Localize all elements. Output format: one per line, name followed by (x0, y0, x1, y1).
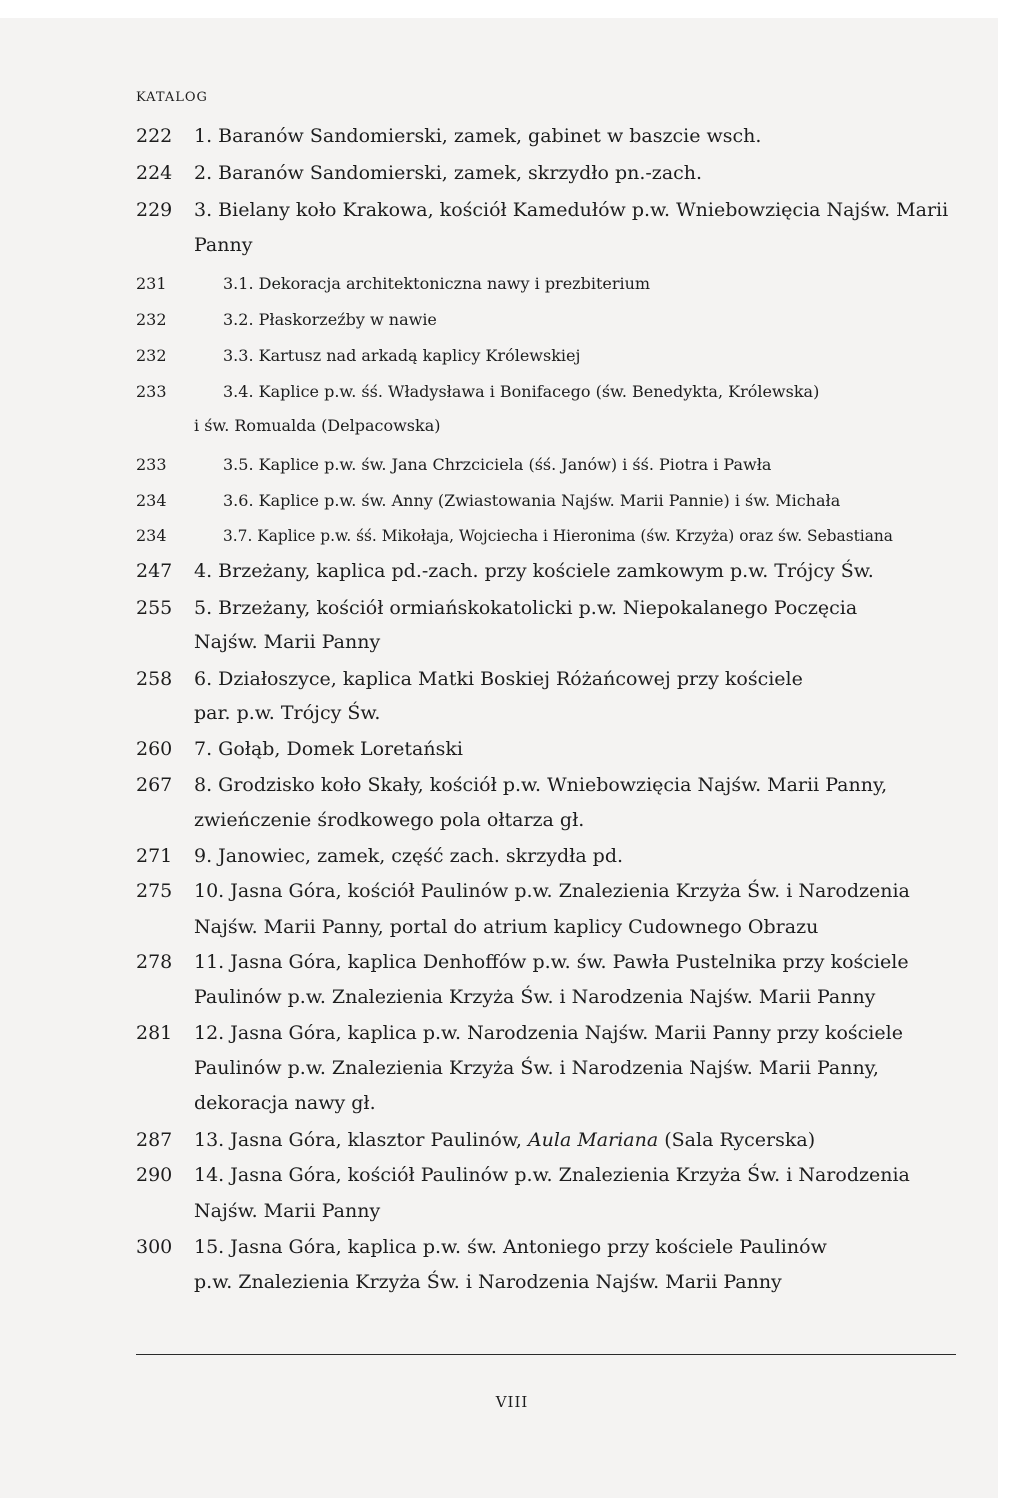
entry-page-number: 232 (136, 346, 167, 365)
entry-title: 5. Brzeżany, kościół ormiańskokatolicki p.w. Niepokalanego Poczęcia (194, 597, 858, 619)
entry-title: 9. Janowiec, zamek, część zach. skrzydła pd. (194, 845, 624, 867)
footer-rule (136, 1354, 956, 1355)
entry-title-continuation: Najśw. Marii Panny (194, 1200, 381, 1222)
entry-title-continuation: zwieńczenie środkowego pola ołtarza gł. (194, 809, 585, 831)
entry-page-number: 271 (136, 845, 173, 867)
entry-page-number: 224 (136, 162, 173, 184)
entry-title: 14. Jasna Góra, kościół Paulinów p.w. Znalezienia Krzyża Św. i Narodzenia (194, 1164, 910, 1186)
entry-page-number: 234 (136, 526, 167, 545)
running-header: KATALOG (136, 90, 208, 105)
entry-page-number: 258 (136, 668, 173, 690)
page-number: VIII (495, 1393, 529, 1411)
entry-page-number: 290 (136, 1164, 173, 1186)
entry-page-number: 222 (136, 125, 173, 147)
entry-title-part: (Sala Rycerska) (658, 1129, 816, 1151)
entry-page-number: 287 (136, 1129, 173, 1151)
entry-title: 4. Brzeżany, kaplica pd.-zach. przy kościele zamkowym p.w. Trójcy Św. (194, 560, 874, 582)
entry-page-number: 233 (136, 382, 167, 401)
entry-title-continuation: Najśw. Marii Panny (194, 631, 381, 653)
entry-title-continuation: i św. Romualda (Delpacowska) (194, 416, 441, 435)
entry-title-continuation: par. p.w. Trójcy Św. (194, 702, 381, 724)
entry-page-number: 278 (136, 951, 173, 973)
entry-title: 1. Baranów Sandomierski, zamek, gabinet w baszcie wsch. (194, 125, 762, 147)
entry-page-number: 281 (136, 1022, 173, 1044)
entry-page-number: 229 (136, 199, 173, 221)
entry-title: 3.2. Płaskorzeźby w nawie (223, 310, 437, 329)
entry-title: 2. Baranów Sandomierski, zamek, skrzydło pn.-zach. (194, 162, 703, 184)
entry-title-continuation: Paulinów p.w. Znalezienia Krzyża Św. i Narodzenia Najśw. Marii Panny, (194, 1057, 879, 1079)
entry-title: 15. Jasna Góra, kaplica p.w. św. Antoniego przy kościele Paulinów (194, 1236, 827, 1258)
entry-title-italic: Aula Mariana (527, 1129, 659, 1151)
entry-page-number: 260 (136, 738, 173, 760)
entry-title: 10. Jasna Góra, kościół Paulinów p.w. Znalezienia Krzyża Św. i Narodzenia (194, 880, 910, 902)
entry-title: 12. Jasna Góra, kaplica p.w. Narodzenia Najśw. Marii Panny przy kościele (194, 1022, 903, 1044)
entry-title-continuation: Paulinów p.w. Znalezienia Krzyża Św. i Narodzenia Najśw. Marii Panny (194, 986, 876, 1008)
entry-title: 11. Jasna Góra, kaplica Denhoffów p.w. św. Pawła Pustelnika przy kościele (194, 951, 909, 973)
entry-title-continuation: Najśw. Marii Panny, portal do atrium kaplicy Cudownego Obrazu (194, 916, 819, 938)
entry-title: 3.7. Kaplice p.w. śś. Mikołaja, Wojciecha i Hieronima (św. Krzyża) oraz św. Sebastiana (223, 527, 893, 545)
entry-title: 3.5. Kaplice p.w. św. Jana Chrzciciela (śś. Janów) i śś. Piotra i Pawła (223, 455, 772, 474)
entry-title-part: 13. Jasna Góra, klasztor Paulinów, (194, 1129, 528, 1151)
entry-page-number: 233 (136, 455, 167, 474)
entry-page-number: 275 (136, 880, 173, 902)
entry-title: 3.4. Kaplice p.w. śś. Władysława i Bonifacego (św. Benedykta, Królewska) (223, 382, 820, 401)
entry-title-continuation: p.w. Znalezienia Krzyża Św. i Narodzenia Najśw. Marii Panny (194, 1271, 782, 1293)
entry-title-continuation: Panny (194, 234, 253, 256)
entry-page-number: 267 (136, 774, 173, 796)
entry-title (194, 1122, 954, 1158)
entry-title: 3.3. Kartusz nad arkadą kaplicy Królewskiej (223, 346, 581, 365)
entry-title: 7. Gołąb, Domek Loretański (194, 738, 463, 760)
entry-title: 3. Bielany koło Krakowa, kościół Kamedułów p.w. Wniebowzięcia Najśw. Marii (194, 199, 949, 221)
entry-page-number: 234 (136, 491, 167, 510)
entry-title: 8. Grodzisko koło Skały, kościół p.w. Wniebowzięcia Najśw. Marii Panny, (194, 774, 888, 796)
entry-title: 3.6. Kaplice p.w. św. Anny (Zwiastowania Najśw. Marii Pannie) i św. Michała (223, 491, 841, 510)
entry-page-number: 247 (136, 560, 173, 582)
entry-page-number: 232 (136, 310, 167, 329)
entry-title: 3.1. Dekoracja architektoniczna nawy i prezbiterium (223, 274, 651, 293)
entry-page-number: 231 (136, 274, 167, 293)
entry-title: 6. Działoszyce, kaplica Matki Boskiej Różańcowej przy kościele (194, 668, 803, 690)
entry-page-number: 300 (136, 1236, 173, 1258)
entry-page-number: 255 (136, 597, 173, 619)
entry-title-continuation: dekoracja nawy gł. (194, 1092, 376, 1114)
